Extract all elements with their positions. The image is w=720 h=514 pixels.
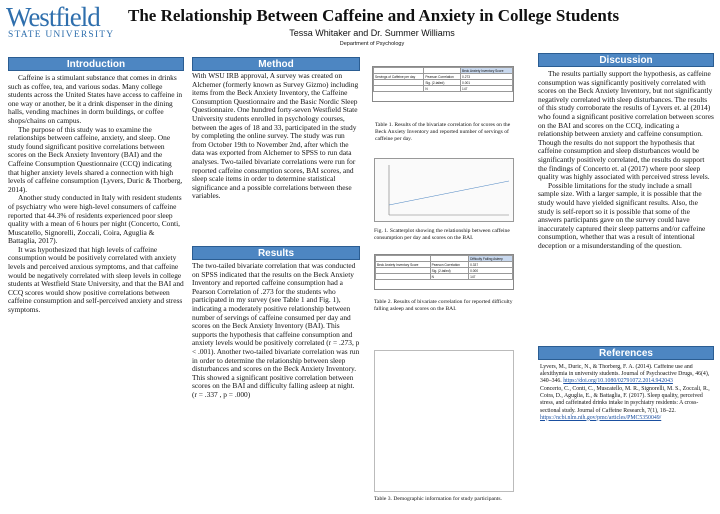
- reference-item: [540, 364, 714, 385]
- table-1-cell: 0.001: [461, 80, 513, 86]
- reference-link[interactable]: https://ncbi.nlm.nih.gov/pmc/articles/PMC5350049/: [540, 414, 662, 421]
- table-3-caption: Table 3. Demographic information for study participants.: [374, 496, 502, 502]
- scatterplot-figure: [374, 158, 514, 222]
- results-body: [192, 262, 360, 422]
- table-1-cell: 147: [461, 86, 513, 92]
- table-2-caption: Table 2. Results of bivariate correlation for reported difficulty falling asleep and scores on the BAI.: [374, 299, 513, 312]
- table-1-cell: 0.273: [461, 74, 513, 80]
- method-paragraph: With WSU IRB approval, A survey was created on Alchemer (formerly known as Survey Gizmo) including items from the Beck Anxiety Inventory, the Caffeine Consumption Questionnaire and the Basic Nordic Sleep Questionnaire. One hundred forty-seven Westfield State University students enrolled in psychology courses, between the ages of 18 and 33, participated in the study by completing the online survey. The study was run from October 19th to November 2nd, after which the data was exported from Alchemer to SPSS to run data analyses. Two-tailed bivariate correlations were run for reported caffeine consumption scores, BAI scores, and sleep scale items in order to determine statistical significance and a possible correlations between these variables.: [192, 72, 359, 201]
- introduction-paragraph: Caffeine is a stimulant substance that comes in drinks such as coffee, tea, and various sodas. Many college students across the United States have access to caffeine in one way or another, be it a drink dispenser in the dining halls, vending machines in dorm buildings, or coffee shops/chains on campus.: [8, 74, 183, 125]
- discussion-paragraph: The results partially support the hypothesis, as caffeine consumption was significantly positively correlated with scores on the Beck Anxiety Inventory, but not significantly negatively correlated with sleep disturbances. The results of this study corroborate the results of Lyvers et. al (2014) who found a significant positive correlation between scores on the BAI and scores on the CCQ, indicating a relationship between anxiety and caffeine consumption. Though the results do not support the hypothesis that caffeine consumption and sleep disturbances would be significantly positively correlated, the results do support the findings of Concerto et. al (2017) where poor sleep quality was highly associated with perceived stress levels.: [538, 70, 714, 182]
- reference-link[interactable]: https://doi.org/10.1080/02791072.2014.942043: [563, 378, 673, 385]
- table-2-cell: Sig. (2-tailed): [430, 268, 469, 274]
- table-1-caption: Table 1. Results of the bivariate correlation for scores on the Beck Anxiety Inventory and reported number of servings of caffeine per day.: [375, 122, 511, 142]
- introduction-heading: Introduction: [8, 57, 184, 71]
- introduction-body: [8, 74, 184, 510]
- table-2-cell: 0.337: [469, 262, 513, 268]
- introduction-paragraph: The purpose of this study was to examine the relationships between caffeine, anxiety, and sleep. One study found significant positive correlations between scores on the Beck Anxiety Inventory (BAI) and the Caffeine Consumption Questionnaire (CCQ) indicating that higher anxiety levels shared a connection with high levels of caffeine consumption (Lyvers, Duric & Thorberg, 2014).: [8, 124, 183, 194]
- scatterplot-canvas: [375, 159, 515, 223]
- figure-1-caption: Fig. 1. Scatterplot showing the relationship between caffeine consumption per day and scores on the BAI.: [374, 228, 510, 241]
- table-3: [374, 350, 514, 492]
- table-1-row-label: Servings of Caffeine per day: [374, 74, 424, 80]
- poster-title: The Relationship Between Caffeine and Anxiety in College Students: [128, 6, 620, 25]
- reference-text: Concerto, C., Conti, C., Muscatello, M. R., Signorelli, M. S., Zoccali, R., Coira, D., Aguglia, E., & Battaglia, F. (2017). Sleep quality, perceived stress, and caffeinated drinks intake in psychiatry residents: A cross-sectional study. Journal of Caffeine Research, 7(1), 18–22.: [540, 386, 710, 414]
- university-logo: Westfield: [6, 2, 100, 32]
- department: Department of Psychology: [339, 41, 405, 47]
- results-paragraph: The two-tailed bivariate correlation that was conducted on SPSS indicated that the results on the Beck Anxiety Inventory and reported caffeine consumption had a Pearson Correlation of .273 for the students who participated in my survey (see Table 1 and Fig. 1), indicating a moderately positive relationship between number of servings of caffeine consumed per day and scores on the Beck Anxiety Inventory (BAI). This supports the hypothesis that caffeine consumption and anxiety levels would be positively correlated (r = .273, p < .001). Another two-tailed bivariate correlation was run in order to determine the relationship between sleep disturbances and scores on the Beck Anxiety Inventory. This showed a significant positive correlation between scores on the BAI and difficulty falling asleep at night. (r = .337 , p = .000): [192, 262, 360, 399]
- table-2-cell: 147: [469, 274, 513, 280]
- table-2-cell: 0.000: [469, 268, 513, 274]
- references-body: [540, 364, 714, 510]
- reference-item: [540, 386, 714, 421]
- table-1-col-header: Beck Anxiety Inventory Score: [461, 68, 513, 74]
- method-body: [192, 72, 360, 244]
- introduction-paragraph: It was hypothesized that high levels of caffeine consumption would be positively correlated with anxiety levels and perceived anxious symptoms, and that caffeine would be negatively correlated with sleep levels in college students at Westfield State University, and that the BAI and CCQ scores would show positive correlations between caffeine consumption and self-perceived anxiety and stress symptoms.: [8, 244, 184, 315]
- table-2-grid: [375, 255, 513, 280]
- method-heading: Method: [192, 57, 360, 71]
- results-heading: Results: [192, 246, 360, 260]
- discussion-paragraph: Possible limitations for the study include a small sample size. With a larger sample, it is possible that the study would have yielded significant results. Also, the study is self-report so it is possible that some of the answers participants gave on the survey could have inaccurately captured their sleep patterns and/or caffeine consumption, whether that was a result of intentional deception or a misunderstanding of the question.: [538, 180, 706, 250]
- discussion-body: [538, 70, 714, 342]
- table-1-grid: [373, 67, 513, 92]
- table-1-cell: Sig. (2-tailed): [424, 80, 461, 86]
- references-heading: References: [538, 346, 714, 360]
- university-logo-subtitle: STATE UNIVERSITY: [8, 30, 115, 40]
- table-2: [374, 254, 514, 290]
- introduction-paragraph: Another study conducted in Italy with resident students of psychiatry who were high-level consumers of caffeine reported that 44.3% of residents experienced poor sleep quality with a mean of 6 hours per night (Concerto, Conti, Muscatello, Signorelli, Zoccali, Coira, Aguglia & Battaglia, 2017).: [8, 193, 182, 246]
- table-2-cell: N: [430, 274, 469, 280]
- table-1: [372, 66, 514, 102]
- table-2-cell: Pearson Correlation: [430, 262, 469, 268]
- authors: Tessa Whitaker and Dr. Summer Williams: [289, 28, 455, 38]
- table-1-cell: N: [424, 86, 461, 92]
- table-1-cell: Pearson Correlation: [424, 74, 461, 80]
- table-2-col-header: Difficulty Falling Asleep: [469, 256, 513, 262]
- reference-text: Lyvers, M., Duric, N., & Thorberg, F. A. (2014). Caffeine use and alexithymia in university students. Journal of Psychoactive Drugs, 46(4), 340–346.: [540, 364, 710, 385]
- table-2-row-label: Beck Anxiety Inventory Score: [376, 262, 431, 268]
- discussion-heading: Discussion: [538, 53, 714, 67]
- scatterplot-trend-line: [389, 181, 509, 205]
